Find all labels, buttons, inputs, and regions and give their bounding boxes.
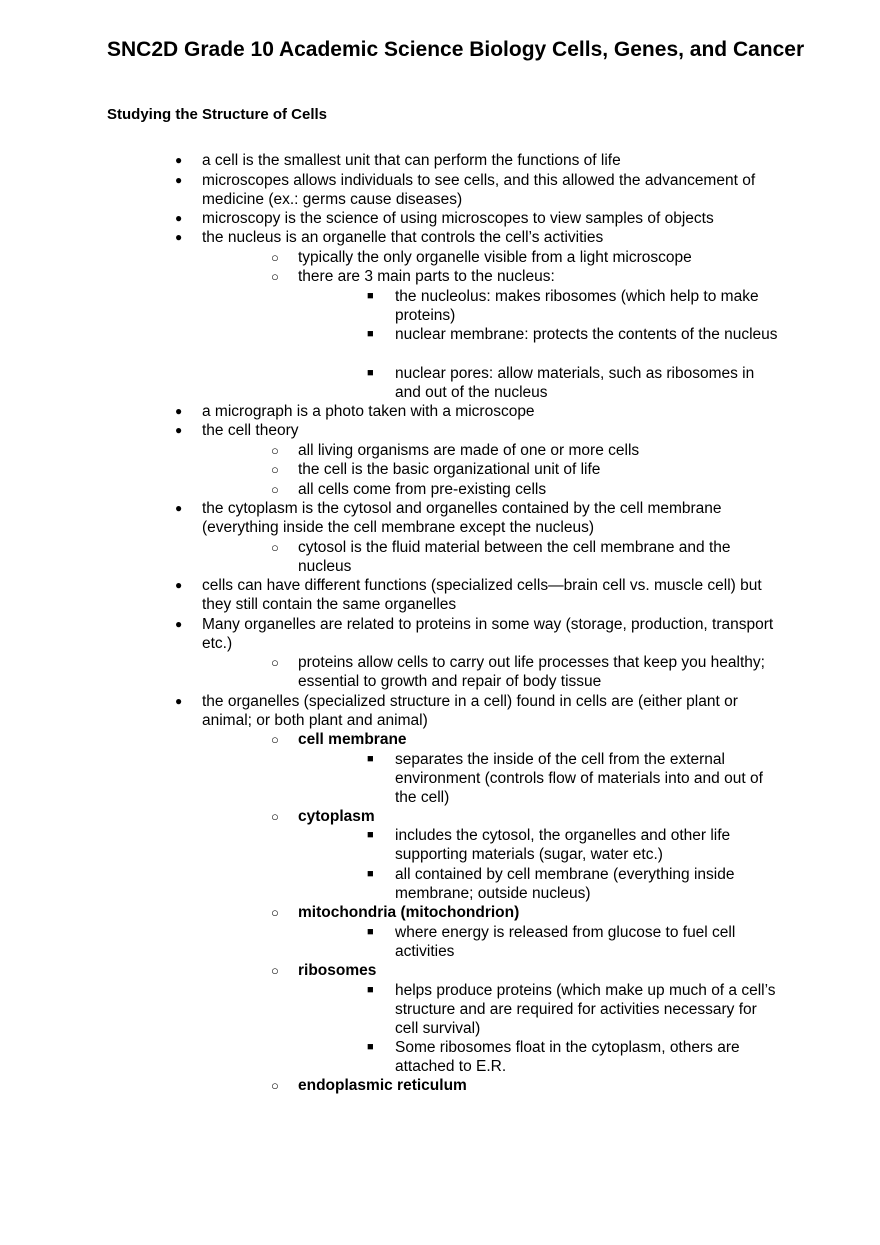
bullet-icon: ● xyxy=(175,617,183,631)
bullet-icon: ● xyxy=(175,230,183,244)
section-heading: Studying the Structure of Cells xyxy=(107,106,328,123)
square-bullet-icon: ■ xyxy=(367,868,374,880)
list-item: ■ Some ribosomes float in the cytoplasm, others are attached to E.R. xyxy=(367,1039,740,1075)
organelle-heading: ○ cytoplasm xyxy=(271,808,375,825)
square-bullet-icon: ■ xyxy=(367,290,374,302)
list-item: ● microscopy is the science of using microscopes to view samples of objects xyxy=(175,210,714,227)
organelle-heading: ○ cell membrane xyxy=(271,731,407,748)
list-item: ● Many organelles are related to proteins in some way (storage, production, transport etc.) xyxy=(175,616,774,652)
organelle-heading: ○ mitochondria (mitochondrion) xyxy=(271,904,520,921)
square-bullet-icon: ■ xyxy=(367,984,374,996)
bullet-icon: ● xyxy=(175,578,183,592)
document-title: SNC2D Grade 10 Academic Science Biology Cells, Genes, and Cancer xyxy=(107,38,805,61)
list-item: ■ includes the cytosol, the organelles and other life supporting materials (sugar, water etc.) xyxy=(367,827,731,863)
list-item: ● the cell theory xyxy=(175,422,299,439)
bullet-icon: ● xyxy=(175,501,183,515)
circle-bullet-icon: ○ xyxy=(271,732,279,747)
list-item: ○ proteins allow cells to carry out life processes that keep you healthy; essential to growth and repair of body tissue xyxy=(271,654,765,690)
organelle-heading: ○ ribosomes xyxy=(271,962,377,979)
circle-bullet-icon: ○ xyxy=(271,655,279,670)
list-item: ■ nuclear pores: allow materials, such as ribosomes in and out of the nucleus xyxy=(367,365,755,401)
square-bullet-icon: ■ xyxy=(367,367,374,379)
circle-bullet-icon: ○ xyxy=(271,963,279,978)
list-item: ■ nuclear membrane: protects the contents of the nucleus xyxy=(367,326,778,343)
organelle-heading: ○ endoplasmic reticulum xyxy=(271,1077,467,1094)
list-item: ○ all cells come from pre-existing cells xyxy=(271,481,547,498)
square-bullet-icon: ■ xyxy=(367,1041,374,1053)
list-item: ● the organelles (specialized structure in a cell) found in cells are (either plant or animal; or both plant and animal) xyxy=(175,693,738,729)
bullet-icon: ● xyxy=(175,211,183,225)
list-item: ● microscopes allows individuals to see cells, and this allowed the advancement of medicine (ex.: germs cause diseases) xyxy=(175,172,756,208)
circle-bullet-icon: ○ xyxy=(271,482,279,497)
list-item: ○ typically the only organelle visible from a light microscope xyxy=(271,249,692,266)
list-item: ■ all contained by cell membrane (everything inside membrane; outside nucleus) xyxy=(367,866,735,902)
bullet-icon: ● xyxy=(175,423,183,437)
list-item: ○ cytosol is the fluid material between the cell membrane and the nucleus xyxy=(271,539,731,575)
list-item: ● the cytoplasm is the cytosol and organelles contained by the cell membrane (everything inside the cell membrane except the nucleus) xyxy=(175,500,722,536)
bullet-icon: ● xyxy=(175,153,183,167)
list-item: ■ the nucleolus: makes ribosomes (which help to make proteins) xyxy=(367,288,759,324)
circle-bullet-icon: ○ xyxy=(271,1078,279,1093)
list-item: ■ separates the inside of the cell from the external environment (controls flow of materials into and out of the cell) xyxy=(367,751,763,806)
list-item: ■ helps produce proteins (which make up much of a cell’s structure and are required for activities necessary for cell survival) xyxy=(367,982,776,1037)
bullet-icon: ● xyxy=(175,694,183,708)
bullet-icon: ● xyxy=(175,173,183,187)
list-item: ○ there are 3 main parts to the nucleus: xyxy=(271,268,555,285)
circle-bullet-icon: ○ xyxy=(271,540,279,555)
circle-bullet-icon: ○ xyxy=(271,809,279,824)
square-bullet-icon: ■ xyxy=(367,926,374,938)
circle-bullet-icon: ○ xyxy=(271,443,279,458)
square-bullet-icon: ■ xyxy=(367,829,374,841)
circle-bullet-icon: ○ xyxy=(271,462,279,477)
square-bullet-icon: ■ xyxy=(367,753,374,765)
circle-bullet-icon: ○ xyxy=(271,269,279,284)
list-item: ○ all living organisms are made of one or more cells xyxy=(271,442,640,459)
list-item: ● a cell is the smallest unit that can perform the functions of life xyxy=(175,152,621,169)
list-item: ○ the cell is the basic organizational unit of life xyxy=(271,461,601,478)
circle-bullet-icon: ○ xyxy=(271,905,279,920)
circle-bullet-icon: ○ xyxy=(271,250,279,265)
square-bullet-icon: ■ xyxy=(367,328,374,340)
bullet-icon: ● xyxy=(175,404,183,418)
list-item: ■ where energy is released from glucose to fuel cell activities xyxy=(367,924,736,960)
list-item: ● a micrograph is a photo taken with a microscope xyxy=(175,403,535,420)
list-item: ● the nucleus is an organelle that controls the cell’s activities xyxy=(175,229,604,246)
list-item: ● cells can have different functions (specialized cells—brain cell vs. muscle cell) but they still contain the same organelles xyxy=(175,577,762,613)
